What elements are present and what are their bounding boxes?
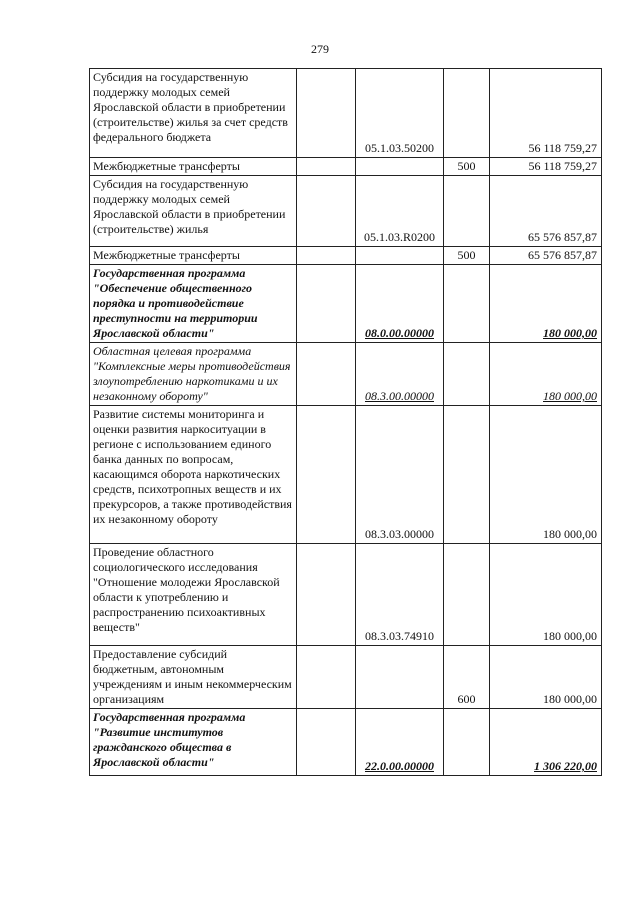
budget-table xyxy=(89,68,602,776)
target-code: 05.1.03.R0200 xyxy=(356,176,444,247)
expense-type: 500 xyxy=(444,247,490,265)
table-row xyxy=(90,343,602,406)
empty-cell xyxy=(297,646,356,709)
empty-cell xyxy=(297,343,356,406)
target-code xyxy=(356,247,444,265)
item-name: Государственная программа "Развитие институтов гражданского общества в Ярославской области" xyxy=(90,709,297,776)
item-name: Проведение областного социологического исследования "Отношение молодежи Ярославской области к употреблению и распространению психоактивных веществ" xyxy=(90,544,297,646)
page-number: 279 xyxy=(311,42,329,56)
empty-cell xyxy=(297,176,356,247)
target-code xyxy=(356,646,444,709)
empty-cell xyxy=(297,265,356,343)
item-name: Межбюджетные трансферты xyxy=(90,158,297,176)
table-row xyxy=(90,176,602,247)
amount: 65 576 857,87 xyxy=(490,247,602,265)
amount: 56 118 759,27 xyxy=(490,158,602,176)
item-name: Предоставление субсидий бюджетным, автономным учреждениям и иным некоммерческим организациям xyxy=(90,646,297,709)
target-code: 22.0.00.00000 xyxy=(356,709,444,776)
expense-type xyxy=(444,544,490,646)
amount: 180 000,00 xyxy=(490,265,602,343)
amount: 180 000,00 xyxy=(490,406,602,544)
expense-type: 500 xyxy=(444,158,490,176)
expense-type xyxy=(444,265,490,343)
table-row xyxy=(90,709,602,776)
item-name: Государственная программа "Обеспечение общественного порядка и противодействие преступности на территории Ярославской области" xyxy=(90,265,297,343)
amount: 180 000,00 xyxy=(490,544,602,646)
amount: 1 306 220,00 xyxy=(490,709,602,776)
empty-cell xyxy=(297,69,356,158)
table-row xyxy=(90,265,602,343)
target-code: 08.3.03.00000 xyxy=(356,406,444,544)
amount: 56 118 759,27 xyxy=(490,69,602,158)
target-code: 05.1.03.50200 xyxy=(356,69,444,158)
expense-type xyxy=(444,709,490,776)
amount: 65 576 857,87 xyxy=(490,176,602,247)
empty-cell xyxy=(297,709,356,776)
table-row xyxy=(90,69,602,158)
table-row xyxy=(90,406,602,544)
expense-type: 600 xyxy=(444,646,490,709)
amount: 180 000,00 xyxy=(490,646,602,709)
expense-type xyxy=(444,343,490,406)
empty-cell xyxy=(297,406,356,544)
target-code: 08.0.00.00000 xyxy=(356,265,444,343)
target-code: 08.3.00.00000 xyxy=(356,343,444,406)
item-name: Областная целевая программа "Комплексные меры противодействия злоупотреблению наркотиками и их незаконному обороту" xyxy=(90,343,297,406)
expense-type xyxy=(444,406,490,544)
target-code: 08.3.03.74910 xyxy=(356,544,444,646)
item-name: Субсидия на государственную поддержку молодых семей Ярославской области в приобретении (строительстве) жилья xyxy=(90,176,297,247)
empty-cell xyxy=(297,158,356,176)
item-name: Развитие системы мониторинга и оценки развития наркоситуации в регионе с использованием единого банка данных по вопросам, касающимся оборота наркотических средств, психотропных веществ и их прекурсоров, а также противодействия их незаконному обороту xyxy=(90,406,297,544)
item-name: Субсидия на государственную поддержку молодых семей Ярославской области в приобретении (строительстве) жилья за счет средств федерального бюджета xyxy=(90,69,297,158)
table-row xyxy=(90,247,602,265)
table-row xyxy=(90,544,602,646)
empty-cell xyxy=(297,247,356,265)
expense-type xyxy=(444,69,490,158)
item-name: Межбюджетные трансферты xyxy=(90,247,297,265)
table-row xyxy=(90,646,602,709)
amount: 180 000,00 xyxy=(490,343,602,406)
table-row xyxy=(90,158,602,176)
expense-type xyxy=(444,176,490,247)
target-code xyxy=(356,158,444,176)
empty-cell xyxy=(297,544,356,646)
